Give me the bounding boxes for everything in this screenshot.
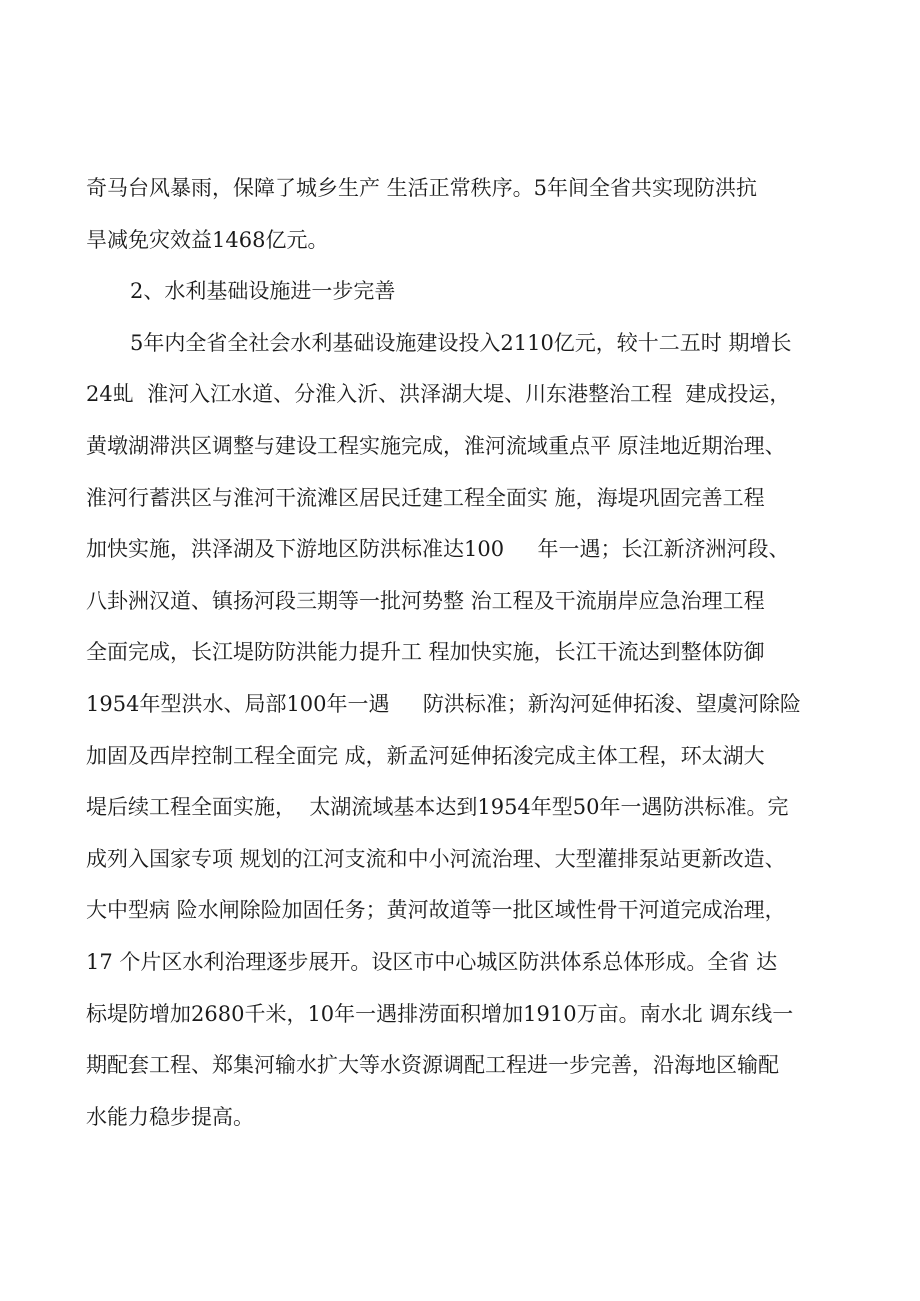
paragraph-2-line-4: 淮河行蓄洪区与淮河干流滩区居民迁建工程全面实 施，海堤巩固完善工程 xyxy=(86,485,765,510)
paragraph-2-line-16: 水能力稳步提高。 xyxy=(86,1104,254,1129)
paragraph-2-line-7: 全面完成，长江堤防防洪能力提升工 程加快实施，长江干流达到整体防御 xyxy=(86,640,765,665)
paragraph-2-line-15: 期配套工程、郑集河输水扩大等水资源调配工程进一步完善，沿海地区输配 xyxy=(86,1053,779,1078)
paragraph-2-line-3: 黄墩湖滞洪区调整与建设工程实施完成，淮河流域重点平 原洼地近期治理、 xyxy=(86,433,786,458)
paragraph-2-line-5: 加快实施，洪泽湖及下游地区防洪标准达100 年一遇；长江新济洲河段、 xyxy=(86,537,790,562)
document-body xyxy=(86,163,846,1143)
paragraph-2-line-11: 成列入国家专项 规划的江河支流和中小河流治理、大型灌排泵站更新改造、 xyxy=(86,846,786,871)
section-heading: 2、水利基础设施进一步完善 xyxy=(130,279,396,304)
paragraph-2-line-14: 标堤防增加2680千米，10年一遇排涝面积增加1910万亩。南水北 调东线一 xyxy=(86,1001,794,1026)
paragraph-2-line-2: 24虬 淮河入江水道、分淮入沂、洪泽湖大堤、川东港整治工程 建成投运， xyxy=(86,382,791,407)
paragraph-1-line-2: 旱减免灾效益1468亿元。 xyxy=(86,227,329,252)
paragraph-2-line-13: 17 个片区水利治理逐步展开。设区市中心城区防洪体系总体形成。全省 达 xyxy=(86,949,778,974)
paragraph-2-line-6: 八卦洲汉道、镇扬河段三期等一批河势整 治工程及干流崩岸应急治理工程 xyxy=(86,588,765,613)
paragraph-2-line-9: 加固及西岸控制工程全面完 成，新孟河延伸拓浚完成主体工程，环太湖大 xyxy=(86,743,765,768)
paragraph-2-line-10: 堤后续工程全面实施， 太湖流域基本达到1954年型50年一遇防洪标准。完 xyxy=(86,795,789,820)
paragraph-1-line-1: 奇马台风暴雨，保障了城乡生产 生活正常秩序。5年间全省共实现防洪抗 xyxy=(86,176,758,200)
paragraph-2-line-12: 大中型病 险水闸除险加固任务；黄河故道等一批区域性骨干河道完成治理， xyxy=(86,898,786,923)
paragraph-2-line-1: 5年内全省全社会水利基础设施建设投入2110亿元，较十二五时 期增长 xyxy=(130,330,792,355)
paragraph-2-line-8: 1954年型洪水、局部100年一遇 防洪标准；新沟河延伸拓浚、望虞河除险 xyxy=(86,691,801,716)
